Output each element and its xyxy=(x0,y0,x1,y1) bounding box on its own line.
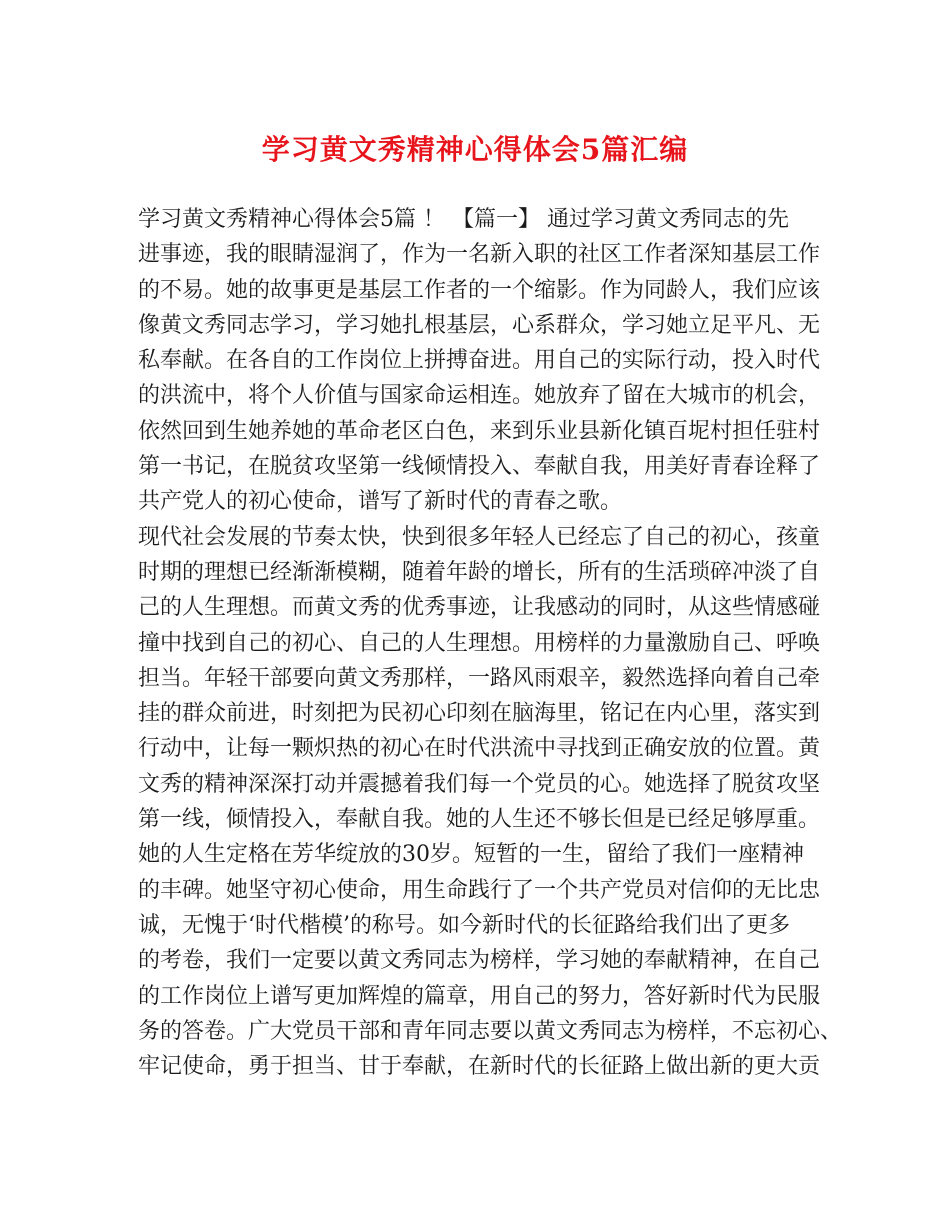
body-text-line: 时期的理想已经渐渐模糊，随着年龄的增长，所有的生活琐碎冲淡了自 xyxy=(138,559,821,585)
body-text-line: 进事迹，我的眼睛湿润了，作为一名新入职的社区工作者深知基层工作 xyxy=(138,242,821,268)
body-text-line: 行动中，让每一颗炽热的初心在时代洪流中寻找到正确安放的位置。黄 xyxy=(138,736,821,762)
body-text-line: 第一书记，在脱贫攻坚第一线倾情投入、奉献自我，用美好青春诠释了 xyxy=(138,454,821,480)
document-body xyxy=(138,202,843,1084)
body-text-line: 务的答卷。广大党员干部和青年同志要以黄文秀同志为榜样，不忘初心、 xyxy=(138,1018,843,1044)
body-text-line: 学习黄文秀精神心得体会5篇 ！ 【篇一】 通过学习黄文秀同志的先 xyxy=(138,207,789,232)
body-text-line: 撞中找到自己的初心、自己的人生理想。用榜样的力量激励自己、呼唤 xyxy=(138,630,821,656)
body-text-line: 的工作岗位上谱写更加辉煌的篇章，用自己的努力，答好新时代为民服 xyxy=(138,983,821,1009)
body-text-line: 像黄文秀同志学习，学习她扎根基层，心系群众，学习她立足平凡、无 xyxy=(138,312,821,338)
body-text-line: 己的人生理想。而黄文秀的优秀事迹，让我感动的同时，从这些情感碰 xyxy=(138,595,821,621)
body-text-line: 的不易。她的故事更是基层工作者的一个缩影。作为同龄人，我们应该 xyxy=(138,277,821,303)
body-text-line: 担当。年轻干部要向黄文秀那样，一路风雨艰辛，毅然选择向着自己牵 xyxy=(138,665,821,691)
body-text-line: 现代社会发展的节奏太快，快到很多年轻人已经忘了自己的初心，孩童 xyxy=(138,524,821,550)
body-text-line: 的丰碑。她坚守初心使命，用生命践行了一个共产党员对信仰的无比忠 xyxy=(138,877,821,903)
body-text-line: 的洪流中，将个人价值与国家命运相连。她放弃了留在大城市的机会， xyxy=(138,383,821,409)
body-text-line: 共产党人的初心使命，谱写了新时代的青春之歌。 xyxy=(138,489,623,515)
body-text-line: 私奉献。在各自的工作岗位上拼搏奋进。用自己的实际行动，投入时代 xyxy=(138,348,821,374)
body-text-line: 牢记使命，勇于担当、甘于奉献，在新时代的长征路上做出新的更大贡 xyxy=(138,1054,821,1080)
body-text-line: 第一线，倾情投入，奉献自我。她的人生还不够长但是已经足够厚重。 xyxy=(138,807,821,833)
body-text-line: 诚，无愧于‘时代楷模’的称号。如今新时代的长征路给我们出了更多 xyxy=(138,912,790,938)
body-text-line: 文秀的精神深深打动并震撼着我们每一个党员的心。她选择了脱贫攻坚 xyxy=(138,771,821,797)
body-text-line: 的考卷，我们一定要以黄文秀同志为榜样，学习她的奉献精神，在自己 xyxy=(138,948,821,974)
body-text-line: 挂的群众前进，时刻把为民初心印刻在脑海里，铭记在内心里，落实到 xyxy=(138,701,821,727)
body-text-line: 她的人生定格在芳华绽放的30岁。短暂的一生，留给了我们一座精神 xyxy=(138,842,804,868)
body-text-line: 依然回到生她养她的革命老区白色，来到乐业县新化镇百坭村担任驻村 xyxy=(138,418,821,444)
document-title: 学习黄文秀精神心得体会5篇汇编 xyxy=(261,133,689,166)
